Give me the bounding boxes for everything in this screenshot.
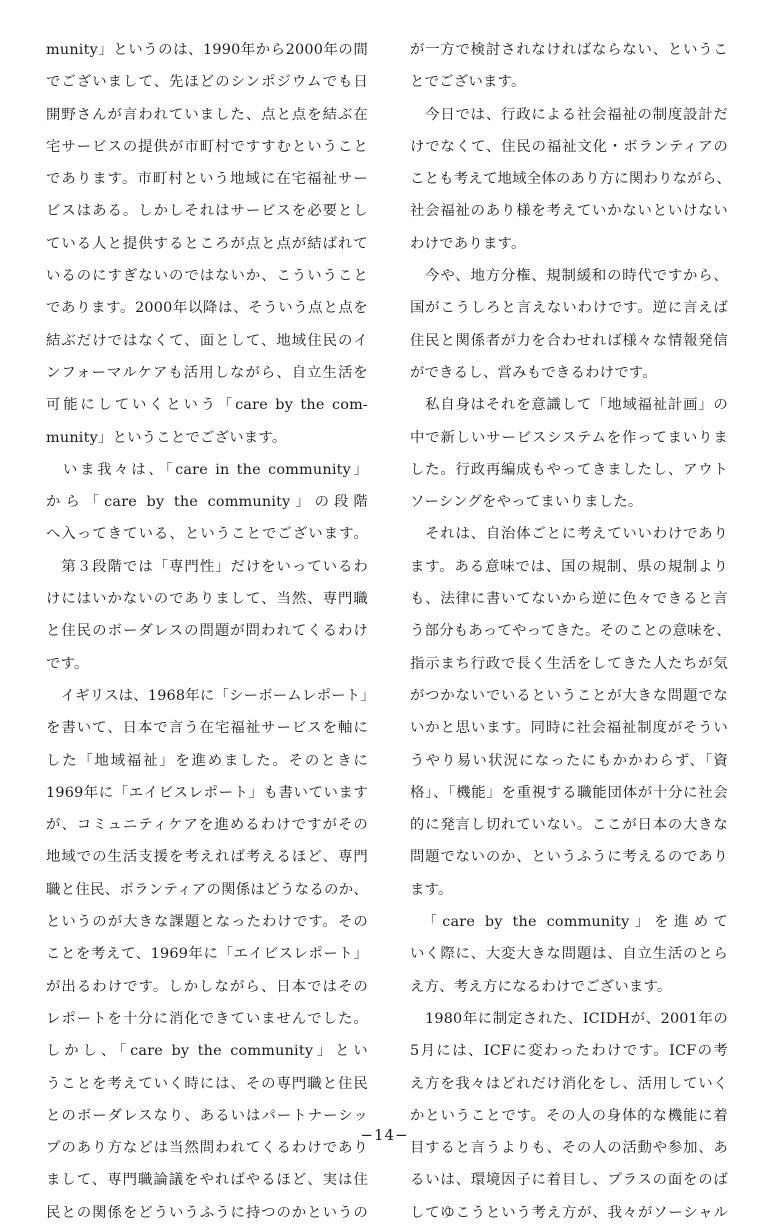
text-line: 社会福祉のあり様を考えていかないといけない — [410, 203, 728, 220]
text-line: でございまして、先ほどのシンポジウムでも日 — [46, 74, 368, 91]
text-line: が出るわけです。しかしながら、日本ではその — [46, 978, 368, 995]
text-line: いく際に、大変大きな問題は、自立生活のとら — [410, 946, 728, 963]
page-number: −14− — [360, 1126, 409, 1144]
text-line: しかし、「care by the community」とい — [46, 1043, 368, 1060]
text-line: え方を我々はどれだけ消化をし、活用していく — [410, 1075, 728, 1092]
text-line: かということです。その人の身体的な機能に着 — [410, 1107, 728, 1124]
text-line: とのボーダレスなり、あるいはパートナーシッ — [46, 1107, 368, 1124]
text-line: 今日では、行政による社会福祉の制度設計だ — [410, 106, 728, 123]
text-line: 住民と関係者が力を合わせれば様々な情報発信 — [410, 332, 728, 349]
text-line: いるのにすぎないのではないか、こういうこと — [46, 268, 368, 285]
right-column — [410, 34, 731, 1229]
text-line: 1980年に制定された、ICIDHが、2001年の — [410, 1010, 728, 1027]
text-line: ます。 — [410, 881, 453, 898]
text-line: 第３段階では「専門性」だけをいっているわ — [46, 558, 368, 575]
text-line: と住民のボーダレスの問題が問われてくるわけ — [46, 623, 368, 640]
text-line: を書いて、日本で言う在宅福祉サービスを軸に — [46, 720, 368, 737]
text-line: munity」というのは、1990年から2000年の間 — [46, 42, 368, 58]
text-line: が、コミュニティケアを進めるわけですがその — [46, 817, 368, 834]
text-line: うやり易い状況になったにもかかわらず、「資 — [410, 752, 728, 769]
text-line: とでございます。 — [410, 74, 526, 91]
text-line: であります。市町村という地域に在宅福祉サー — [46, 171, 368, 188]
text-line: 問題でないのか、というふうに考えるのであり — [410, 849, 728, 866]
text-line: プのあり方などは当然問われてくるわけであり — [46, 1140, 368, 1157]
text-line: から「care by the community」の段階 — [46, 494, 368, 511]
text-line: 国がこうしろと言えないわけです。逆に言えば — [410, 300, 728, 317]
text-line: まして、専門職論議をやればやるほど、実は住 — [46, 1172, 368, 1189]
text-line: 開野さんが言われていました、点と点を結ぶ在 — [46, 106, 368, 123]
text-line: けでなくて、住民の福祉文化・ボランティアの — [410, 138, 728, 155]
text-line: ます。ある意味では、国の規制、県の規制より — [410, 558, 728, 575]
text-line: いま我々は、「care in the community」 — [46, 461, 368, 478]
text-line: 可能にしていくという「care by the com- — [46, 397, 368, 414]
text-line: 的に発言し切れていない。ここが日本の大きな — [410, 817, 728, 834]
text-line: レポートを十分に消化できていませんでした。 — [46, 1010, 368, 1027]
text-line: いかと思います。同時に社会福祉制度がそうい — [410, 720, 728, 737]
text-line: 結ぶだけではなくて、面として、地域住民のイ — [46, 332, 368, 349]
text-line: 私自身はそれを意識して「地域福祉計画」の — [410, 397, 728, 414]
text-line: けにはいかないのでありまして、当然、専門職 — [46, 591, 368, 608]
text-line: 1969年に「エイビスレポート」も書いています — [46, 784, 368, 801]
text-line: した「地域福祉」を進めました。そのときに — [46, 752, 368, 769]
text-line: それは、自治体ごとに考えていいわけであり — [410, 526, 728, 543]
text-line: した。行政再編成もやってきましたし、アウト — [410, 461, 728, 478]
text-line: ことを考えて、1969年に「エイビスレポート」 — [46, 946, 368, 963]
text-line: も、法律に書いてないから逆に色々できると言 — [410, 591, 728, 608]
left-column — [46, 34, 375, 1229]
text-line: してゆこうという考え方が、我々がソーシャル — [410, 1204, 728, 1221]
text-line: ている人と提供するところが点と点が結ばれて — [46, 235, 368, 252]
text-line: です。 — [46, 655, 89, 672]
text-line: へ入ってきている、ということでございます。 — [46, 526, 368, 543]
text-line: 「care by the community」を進めて — [410, 914, 728, 931]
text-line: がつかないでいるということが大きな問題でな — [410, 687, 728, 704]
text-line: 職と住民、ボランティアの関係はどうなるのか、 — [46, 881, 368, 898]
text-line: 格」、「機能」を重視する職能団体が十分に社会 — [410, 784, 728, 801]
text-line: わけであります。 — [410, 235, 526, 252]
text-line: 5月には、ICFに変わったわけです。ICFの考 — [410, 1043, 728, 1060]
text-line: 民との関係をどういうふうに持つのかというの — [46, 1204, 368, 1221]
text-line: ができるし、営みもできるわけです。 — [410, 364, 657, 381]
text-line: ソーシングをやってまいりました。 — [410, 494, 643, 511]
text-line: 宅サービスの提供が市町村ですすむということ — [46, 138, 368, 155]
text-line: う部分もあってやってきた。そのことの意味を、 — [410, 623, 731, 640]
text-line: 目すると言うよりも、その人の活動や参加、あ — [410, 1140, 728, 1157]
text-line: munity」ということでございます。 — [46, 429, 287, 446]
text-line: 指示まち行政で長く生活をしてきた人たちが気 — [410, 655, 728, 672]
text-line: 今や、地方分権、規制緩和の時代ですから、 — [410, 268, 728, 285]
text-line: るいは、環境因子に着目し、プラスの面をのば — [410, 1172, 728, 1189]
text-line: え方、考え方になるわけでございます。 — [410, 978, 672, 995]
text-line: うことを考えていく時には、その専門職と住民 — [46, 1075, 368, 1092]
text-line: 中で新しいサービスシステムを作ってまいりま — [410, 429, 728, 446]
text-line: イギリスは、1968年に「シーボームレポート」 — [46, 687, 375, 704]
text-line: であります。2000年以降は、そういう点と点を — [46, 300, 368, 317]
text-line: 地域での生活支援を考えれば考えるほど、専門 — [46, 849, 368, 866]
text-line: ビスはある。しかしそれはサービスを必要とし — [46, 203, 368, 220]
text-line: というのが大きな課題となったわけです。その — [46, 914, 368, 931]
text-line: ことも考えて地域全体のあり方に関わりながら、 — [410, 171, 731, 188]
text-line: ンフォーマルケアも活用しながら、自立生活を — [46, 364, 368, 381]
text-line: が一方で検討されなければならない、というこ — [410, 42, 728, 58]
